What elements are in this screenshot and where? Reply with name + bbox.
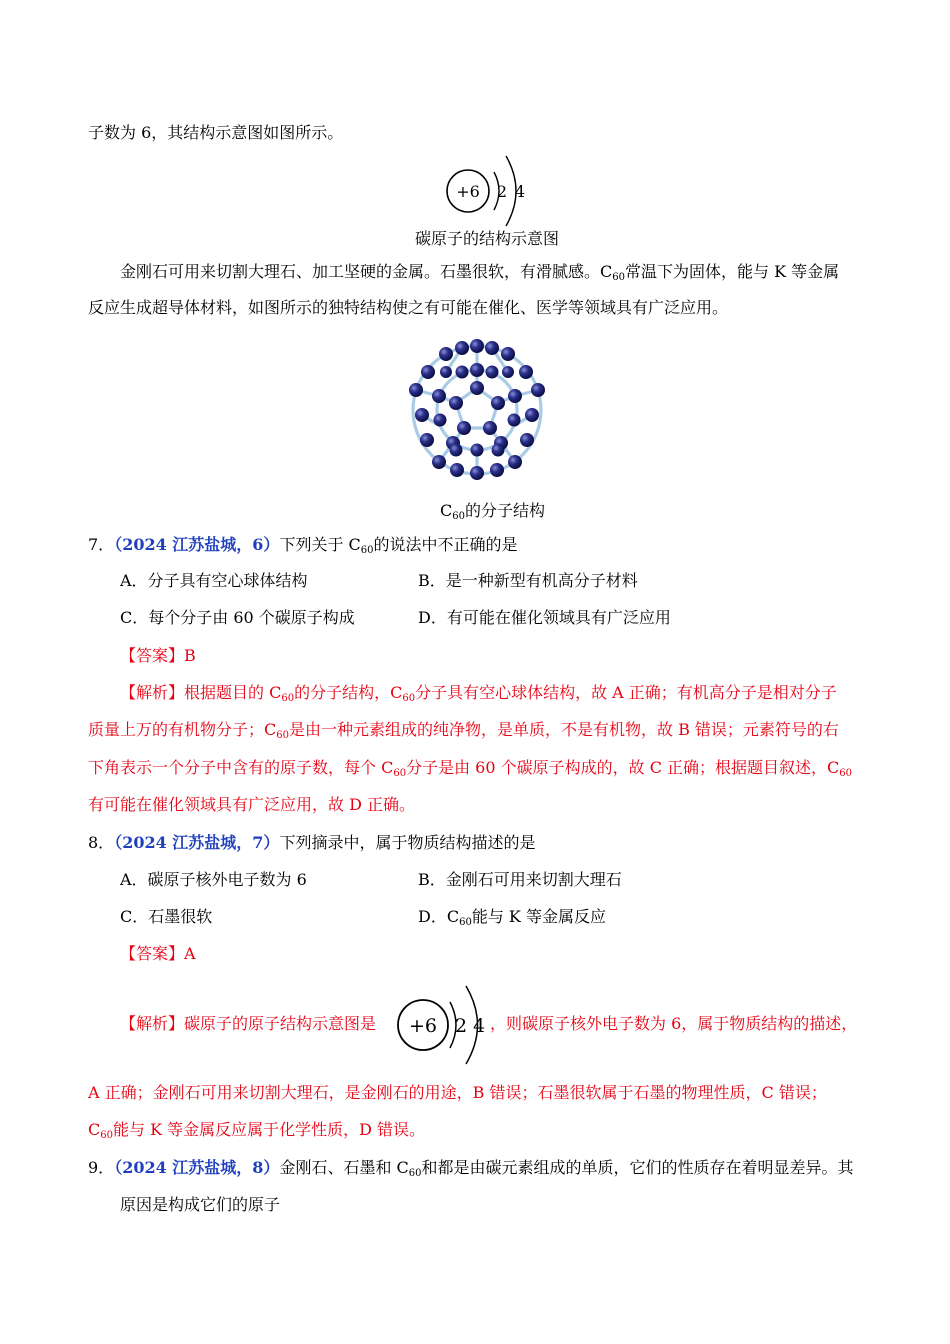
q8-explanation-line2: A 正确；金刚石可用来切割大理石，是金刚石的用途，B 错误；石墨很软属于石墨的物理性质，C 错误； [88, 1083, 827, 1102]
q8-option-c[interactable]: C．石墨很软 [120, 907, 213, 926]
shell1-count: 2 [496, 182, 508, 201]
q8-answer: 【答案】A [120, 944, 196, 963]
q7-explanation-line3: 下角表示一个分子中含有的原子数，每个 $C_{60}$分子是由 60 个碳原子构成的，故 C 正确；根据题目叙述，$C_{60}$ [88, 758, 853, 779]
q8-explanation-line3: $C_{60}$能与 K 等金属反应属于化学性质，D 错误。 [88, 1120, 426, 1141]
q8-option-d[interactable]: D．$C_{60}$能与 K 等金属反应 [418, 907, 606, 928]
question-9-stem-line2: 原因是构成它们的原子 [120, 1195, 281, 1214]
intro-paragraph-line2: 反应生成超导体材料，如图所示的独特结构使之有可能在催化、医学等领域具有广泛应用。 [88, 298, 729, 317]
nucleus-charge: +6 [456, 182, 480, 201]
c60-caption: $C_{60}$的分子结构 [440, 501, 545, 522]
q7-explanation-line2: 质量上万的有机物分子；$C_{60}$是由一种元素组成的纯净物，是单质，不是有机物，故 B 错误；元素符号的右 [88, 720, 839, 741]
q7-option-a[interactable]: A．分子具有空心球体结构 [120, 571, 308, 590]
q8-explanation-line1-start: 【解析】碳原子的原子结构示意图是 [120, 1014, 377, 1033]
carbon-atom-diagram [440, 150, 540, 230]
q8-explanation-line1-end: ，则碳原子核外电子数为 6，属于物质结构的描述， [490, 1014, 858, 1033]
c60-molecule-image [402, 330, 552, 490]
q7-option-c[interactable]: C．每个分子由 60 个碳原子构成 [120, 608, 355, 627]
q8-option-a[interactable]: A．碳原子核外电子数为 6 [120, 870, 307, 889]
shell2-count: 4 [514, 182, 526, 201]
q7-option-d[interactable]: D．有可能在催化领域具有广泛应用 [418, 608, 671, 627]
atom-caption: 碳原子的结构示意图 [415, 229, 560, 248]
intro-line: 子数为 6，其结构示意图如图所示。 [88, 123, 344, 142]
svg-text:2: 2 [454, 1015, 468, 1037]
svg-text:+6: +6 [408, 1015, 438, 1037]
q7-explanation-line1: 【解析】根据题目的 $C_{60}$的分子结构，$C_{60}$分子具有空心球体结构，故 A 正确；有机高分子是相对分子 [120, 683, 837, 704]
intro-paragraph-line1: 金刚石可用来切割大理石、加工坚硬的金属。石墨很软，有滑腻感。$C_{60}$常温下为固体，能与 K 等金属 [120, 262, 840, 283]
q7-option-b[interactable]: B．是一种新型有机高分子材料 [418, 571, 638, 590]
q7-answer: 【答案】B [120, 646, 196, 665]
svg-text:4: 4 [472, 1015, 486, 1037]
q7-explanation-line4: 有可能在催化领域具有广泛应用，故 D 正确。 [88, 795, 416, 814]
question-9-stem: 9．（2024 江苏盐城，8）金刚石、石墨和 $C_{60}$和都是由碳元素组成的单质，它们的性质存在着明显差异。其 [88, 1158, 854, 1179]
carbon-atom-inline-diagram [393, 982, 493, 1068]
question-8-stem: 8．（2024 江苏盐城，7）下列摘录中，属于物质结构描述的是 [88, 833, 536, 852]
question-7-stem: 7．（2024 江苏盐城，6）下列关于 $C_{60}$的说法中不正确的是 [88, 535, 518, 556]
q8-option-b[interactable]: B．金刚石可用来切割大理石 [418, 870, 622, 889]
